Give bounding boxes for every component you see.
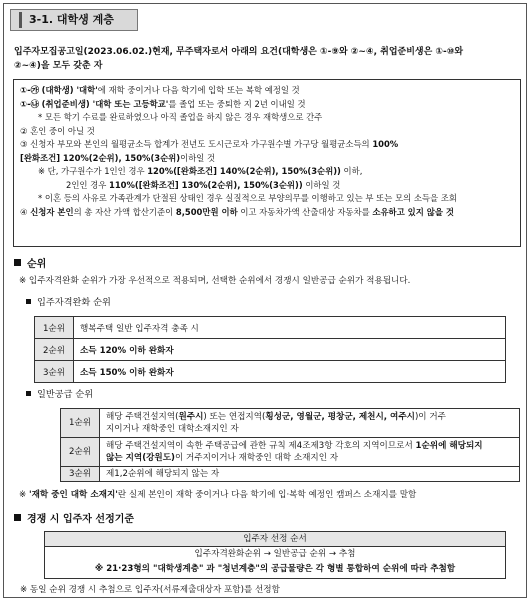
desc-text: 지이거나 재학중인 대학소재지인 자 [106,424,239,434]
rank-cell: 2순위 [35,339,74,361]
criterion-income-note: * 이혼 등의 사유로 가족관계가 단절된 상태인 경우 실질적으로 부양의무를 이행하고 있는 부 또는 모의 소득을 조회 [38,193,457,203]
criteria-box [13,79,521,247]
criterion-number: ①-㉮ [20,85,39,95]
square-bullet-icon [14,514,21,521]
criterion-income [20,138,514,152]
title-bar-marker [19,12,22,28]
section-title [10,9,138,31]
rank-cell: 3순위 [61,467,100,482]
rank-cell: 1순위 [61,409,100,438]
criterion-income-cont [20,152,514,166]
criterion-bold: 소유하고 있지 않을 것 [372,206,454,217]
desc-cell: 행복주택 일반 입주자격 충족 시 [74,317,506,339]
criterion-bold: (취업준비생) '대학 또는 고등학교' [41,98,169,109]
criterion-jobseeker [20,98,514,112]
selection-header-text: 경쟁 시 입주자 선정기준 [27,514,135,525]
lottery-note: ※ 동일 순위 경쟁 시 추첨으로 입주자(서류제출대상자 포함)를 선정함 [20,585,280,595]
selection-order-sequence: 입주자격완화순위 → 일반공급 순위 → 추첨 [194,549,356,559]
criterion-bold: 8,500만원 이하 [175,206,238,217]
intro-paragraph [14,45,520,73]
criterion-bold: 100% [372,139,399,149]
criterion-bold: 110%([완화조건] 130%(2순위), 150%(3순위)) [109,179,303,190]
criterion-bold: (대학생) '대학' [41,85,98,95]
document-page [3,3,527,598]
rank-priority-note: ※ 입주자격완화 순위가 가장 우선적으로 적용되며, 선택한 순위에서 경쟁시 일반공급 순위가 적용됩니다. [19,276,411,286]
bullet-icon [26,391,31,396]
criterion-income-single [20,165,514,179]
intro-line-1: 입주자모집공고일(2023.06.02.)현재, 무주택자로서 아래의 요건(대학생은 ①-⑨와 ②~④, 취업준비생은 ①-⑩와 [14,47,464,57]
general-rank-title-text: 일반공급 순위 [37,389,94,400]
criterion-text: 이고 자동차가액 산출대상 자동차를 [240,206,370,217]
general-rank-table [60,408,520,482]
criterion-assets [20,206,514,220]
desc-bold: 원주시 [178,412,204,422]
criterion-bold: 120%([완화조건] 140%(2순위), 150%(3순위)) [147,166,341,176]
criterion-text: 를 졸업 또는 중퇴한 지 2년 이내일 것 [168,98,306,109]
relief-rank-title [26,294,111,308]
desc-cell: 소득 150% 이하 완화자 [74,361,506,383]
intro-line-2: ②~④)을 모두 갖춘 자 [14,61,103,71]
criterion-text: 이하, [343,166,363,176]
criterion-income-double [20,179,514,193]
desc-text: )이 거주 [414,412,446,422]
rank-cell: 3순위 [35,361,74,383]
table-row [61,438,520,467]
relief-rank-table [34,316,506,383]
desc-text: 이 거주지이거나 재학중인 대학 소재지인 자 [174,453,339,463]
desc-bold: 횡성군, 영월군, 평창군, 제천시, 여주시 [265,412,415,422]
campus-footnote [19,488,416,500]
table-row [35,317,506,339]
rank-header [14,255,46,270]
selection-header [14,510,134,525]
criterion-text: 이하일 것 [305,179,341,190]
footnote-bold: '재학 중인 대학 소재지' [28,490,118,500]
criterion-text: 2인인 경우 [66,179,107,190]
rank-cell: 1순위 [35,317,74,339]
desc-cell [100,409,520,438]
desc-text: 해당 주택건설지역( [106,412,179,422]
table-row [61,409,520,438]
desc-cell: 제1,2순위에 해당되지 않는 자 [100,467,520,482]
selection-order-note: ※ 21·23형의 "대학생계층" 과 "청년계층"의 공급물량은 각 형별 통합하여 순위에 따라 추첨함 [94,564,456,574]
section-title-text: 3-1. 대학생 계층 [29,13,114,26]
desc-cell: 소득 120% 이하 완화자 [74,339,506,361]
desc-cell [100,438,520,467]
criterion-text: 의 총 자산 가액 합산기준이 [73,206,174,217]
criterion-bold: [완화조건] 120%(2순위), 150%(3순위) [20,152,181,163]
criterion-text: 이하일 것 [180,152,216,163]
rank-cell: 2순위 [61,438,100,467]
desc-text: ) 또는 연접지역( [203,412,266,422]
footnote-mark: ※ [19,490,29,500]
rank-header-text: 순위 [27,259,47,270]
relief-rank-title-text: 입주자격완화 순위 [37,297,111,308]
square-bullet-icon [14,259,21,266]
criterion-text: ※ 단, 가구원수가 1인인 경우 [38,166,145,176]
bullet-icon [26,299,31,304]
criterion-text: ③ 신청자 부모와 본인의 월평균소득 합계가 전년도 도시근로자 가구원수별 가구당 월평균소득의 [20,139,370,149]
desc-bold: 1순위에 해당되지 [415,441,483,451]
criterion-text: 에 재학 중이거나 다음 학기에 입학 또는 복학 예정일 것 [97,85,300,95]
selection-order-box [44,531,506,579]
criterion-unmarried: ② 혼인 중이 아닐 것 [20,125,95,136]
desc-text: 해당 주택건설지역이 속한 주택공급에 관한 규칙 제4조제3항 각호의 지역이므로서 [106,441,413,451]
criterion-student [20,84,514,98]
table-row [35,361,506,383]
criterion-note: * 모든 학기 수료를 완료하였으나 아직 졸업을 하지 않은 경우 재학생으로 간주 [38,112,323,122]
table-row [35,339,506,361]
criterion-number: ④ [20,206,28,217]
footnote-text: 란 실제 본인이 재학 중이거나 다음 학기에 입·복학 예정인 캠퍼스 소재지를 말함 [117,490,417,500]
selection-order-title: 입주자 선정 순서 [45,532,505,547]
criterion-bold: 신청자 본인 [30,206,74,217]
general-rank-title [26,386,93,400]
criterion-number: ①-㉯ [20,98,39,109]
desc-bold: 않는 지역(강원도) [106,453,175,463]
table-row [61,467,520,482]
